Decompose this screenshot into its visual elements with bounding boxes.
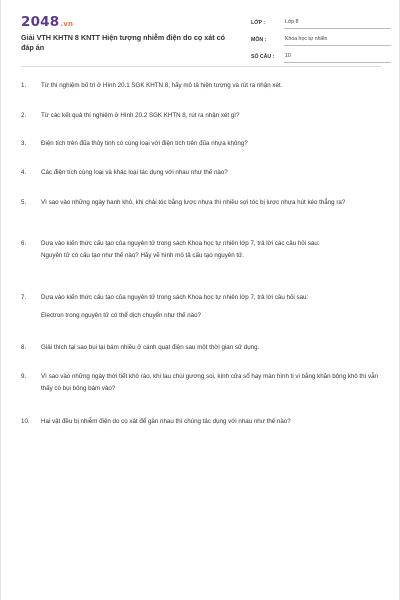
question-line: Electron trong nguyên tử có thể dịch chuyển như thế nào? xyxy=(41,312,201,319)
meta-row-grade xyxy=(251,12,391,29)
question-text xyxy=(41,138,381,150)
document-title: Giải VTH KHTN 8 KNTT Hiện tượng nhiễm điện do cọ xát có đáp án xyxy=(21,33,225,52)
meta-label-grade: LỚP : xyxy=(251,20,266,26)
meta-label-question-count: SỐ CÂU : xyxy=(251,54,275,60)
meta-row-subject xyxy=(251,29,391,46)
question-text xyxy=(41,167,381,179)
question-number: 2. xyxy=(21,112,27,119)
site-logo[interactable] xyxy=(21,14,73,30)
meta-row-question-count xyxy=(251,46,391,63)
meta-value-question-count: 10 xyxy=(284,53,391,63)
question-line: Điện tích trên đũa thủy tinh có cùng loại với điện tích trên đũa nhựa không? xyxy=(41,140,248,147)
document-header xyxy=(1,0,400,62)
logo-tld-text: .vn xyxy=(60,20,74,28)
question-line: Nguyên tử có cấu tạo như thế nào? Hãy vẽ hình mô tả cấu tạo nguyên tử. xyxy=(41,252,244,259)
question-number: 10. xyxy=(21,418,30,425)
question-text xyxy=(41,342,381,354)
meta-label-subject: MÔN : xyxy=(251,37,267,43)
question-text xyxy=(41,238,381,262)
question-text xyxy=(41,197,381,209)
question-number: 8. xyxy=(21,344,27,351)
question-text xyxy=(41,371,381,395)
question-number: 4. xyxy=(21,169,27,176)
question-line: Dựa vào kiến thức cấu tạo của nguyên tử trong sách Khoa học tự nhiên lớp 7, trả lời câu hỏi sau: xyxy=(41,294,309,301)
question-text xyxy=(41,80,381,92)
question-number: 3. xyxy=(21,140,27,147)
question-line: Vì sao vào những ngày hanh khô, khi chải tóc bằng lược nhựa thì nhiều sợi tóc bị lược nhựa hút kéo thẳng ra? xyxy=(41,199,346,206)
question-number: 1. xyxy=(21,82,27,89)
question-line: Hai vật đều bị nhiễm điện do cọ xát để gần nhau thì chúng tác dụng với nhau như thế nào? xyxy=(41,418,291,425)
question-text xyxy=(41,416,381,428)
question-line: Vì sao vào những ngày thời tiết khô ráo, khi lau chùi gương soi, kính cửa sổ hay màn hình ti vi bằng khăn bông khô thì vẫn thấy có bụi bông bám vào? xyxy=(41,373,378,392)
document-meta xyxy=(251,12,391,63)
question-line: Từ các kết quả thí nghiệm ở Hình 20.2 SGK KHTN 8, rút ra nhận xét gì? xyxy=(41,112,240,119)
question-number: 5. xyxy=(21,199,27,206)
meta-value-subject: Khoa học tự nhiên xyxy=(284,36,391,46)
question-number: 9. xyxy=(21,373,27,380)
question-text xyxy=(41,110,381,122)
meta-value-grade: Lớp 8 xyxy=(284,19,391,29)
question-line: Từ thí nghiệm bố trí ở Hình 20.1 SGK KHTN 8, hãy mô tả hiện tượng và rút ra nhận xét. xyxy=(41,82,283,89)
question-line: Dựa vào kiến thức cấu tạo của nguyên tử trong sách Khoa học tự nhiên lớp 7, trả lời các câu hỏi sau: xyxy=(41,240,320,247)
question-line: Giải thích tại sao bụi lại bám nhiều ở cánh quạt điện sau một thời gian sử dụng. xyxy=(41,344,260,351)
header-divider xyxy=(21,66,381,67)
question-line: Các điện tích cùng loại và khác loại tác dụng với nhau như thế nào? xyxy=(41,169,228,176)
question-number: 6. xyxy=(21,240,27,247)
question-number: 7. xyxy=(21,294,27,301)
question-text xyxy=(41,292,381,322)
logo-main-text: 2048 xyxy=(21,14,60,30)
